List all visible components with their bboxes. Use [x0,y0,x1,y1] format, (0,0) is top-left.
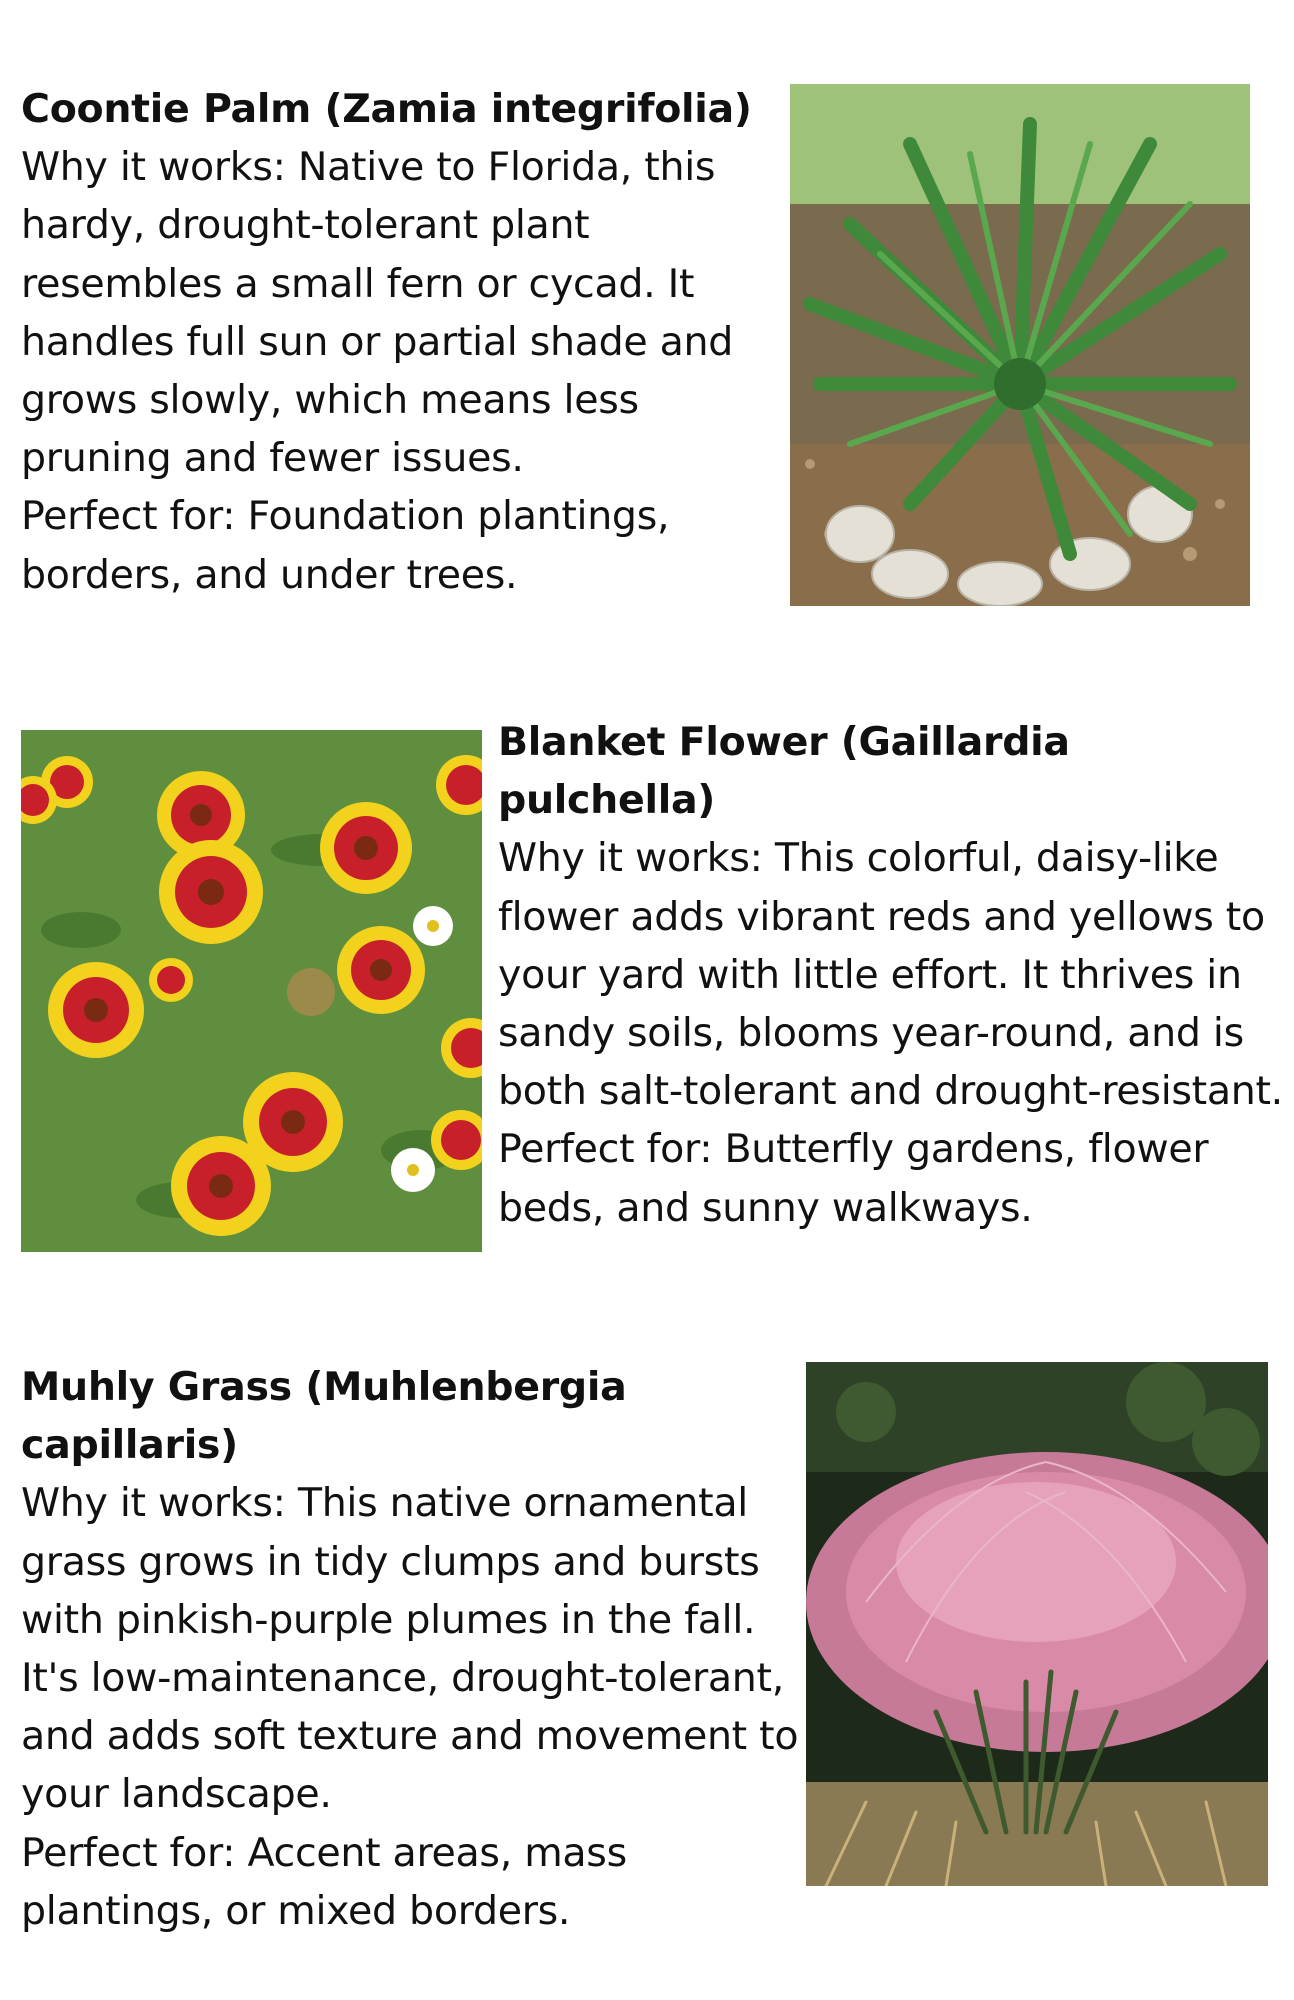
coontie-heading: Coontie Palm (Zamia integrifolia) [21,86,752,132]
muhly-grass-heading: Muhly Grass (Muhlenbergia capillaris) [21,1364,627,1469]
muhly-grass-perfect-for: Perfect for: Accent areas, mass plantings, or mixed borders. [21,1829,627,1934]
blanket-flower-text-block [498,713,1288,1237]
blanket-flower-photo [21,730,482,1252]
coontie-palm-photo [790,84,1250,606]
coontie-why: Why it works: Native to Florida, this hardy, drought-tolerant plant resembles a small fern or cycad. It handles full sun or partial shade and grows slowly, which means less pruning and fewer issues. [21,144,734,482]
blanket-flower-heading: Blanket Flower (Gaillardia pulchella) [498,719,1070,824]
coontie-perfect-for: Perfect for: Foundation plantings, borders, and under trees. [21,493,670,598]
blanket-flower-perfect-for: Perfect for: Butterfly gardens, flower beds, and sunny walkways. [498,1126,1209,1231]
muhly-grass-why: Why it works: This native ornamental grass grows in tidy clumps and bursts with pinkish-purple plumes in the fall. It's low-maintenance, drought-tolerant, and adds soft texture and movement to your landscape. [21,1480,799,1818]
blanket-flower-why: Why it works: This colorful, daisy-like flower adds vibrant reds and yellows to your yard with little effort. It thrives in sandy soils, blooms year-round, and is both salt-tolerant and drought-resistant. [498,835,1283,1115]
coontie-text-block [21,80,781,604]
muhly-grass-photo [806,1362,1268,1886]
muhly-grass-text-block [21,1358,801,1940]
